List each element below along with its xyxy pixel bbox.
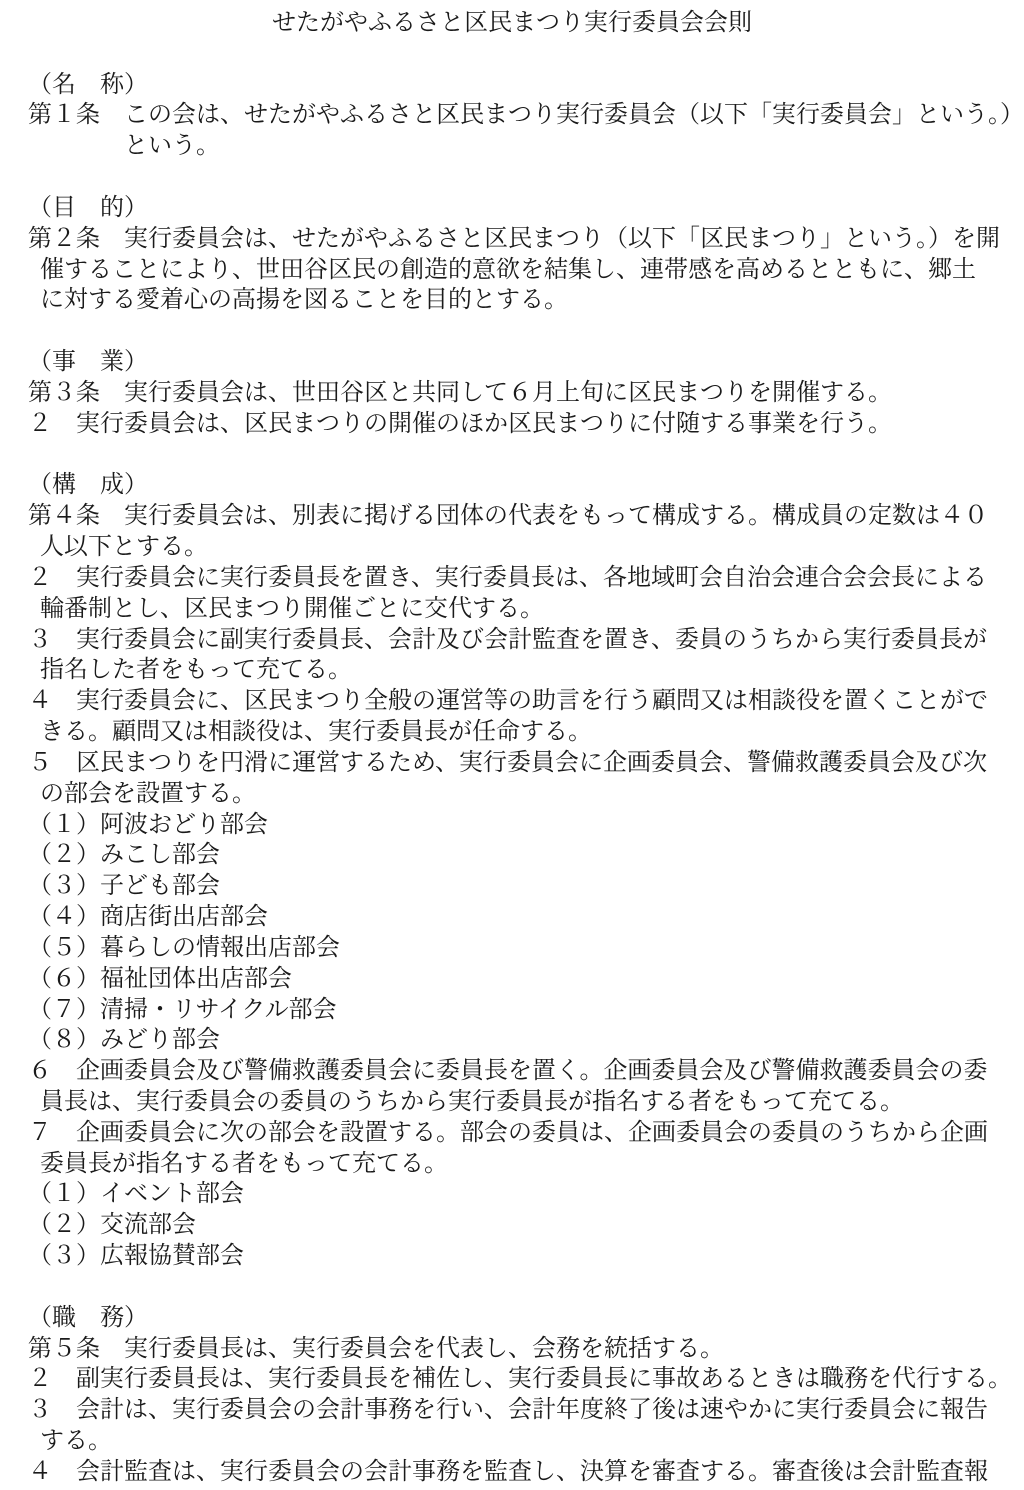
list-item: （２）みこし部会 bbox=[28, 842, 220, 869]
doc-line: 催することにより、世田谷区民の創造的意欲を結集し、連帯感を高めるとともに、郷土 bbox=[40, 256, 976, 283]
doc-line: という。 bbox=[124, 133, 220, 160]
section-heading: （目 的） bbox=[28, 194, 148, 221]
doc-line: 指名した者をもって充てる。 bbox=[40, 657, 352, 684]
doc-line: 第１条 この会は、せたがやふるさと区民まつり実行委員会（以下「実行委員会」という。） bbox=[28, 102, 1024, 129]
doc-line: 第４条 実行委員会は、別表に掲げる団体の代表をもって構成する。構成員の定数は４０ bbox=[28, 503, 988, 530]
section-heading: （名 称） bbox=[28, 71, 148, 98]
blank-line bbox=[28, 440, 996, 471]
doc-line: ７ 企画委員会に次の部会を設置する。部会の委員は、企画委員会の委員のうちから企画 bbox=[28, 1119, 988, 1146]
doc-line: 輪番制とし、区民まつり開催ごとに交代する。 bbox=[40, 595, 544, 622]
list-item: （８）みどり部会 bbox=[28, 1027, 220, 1054]
list-item: （４）商店街出店部会 bbox=[28, 904, 268, 931]
list-item: （７）清掃・リサイクル部会 bbox=[28, 996, 337, 1023]
doc-line: ３ 実行委員会に副実行委員長、会計及び会計監査を置き、委員のうちから実行委員長が bbox=[28, 626, 988, 653]
list-item: （３）広報協賛部会 bbox=[28, 1243, 244, 1270]
doc-line: の部会を設置する。 bbox=[40, 780, 256, 807]
blank-line bbox=[28, 1272, 996, 1303]
doc-line: ２ 副実行委員長は、実行委員長を補佐し、実行委員長に事故あるときは職務を代行する。 bbox=[28, 1366, 1012, 1393]
doc-line: ２ 実行委員会に実行委員長を置き、実行委員長は、各地域町会自治会連合会会長による bbox=[28, 564, 988, 591]
blank-line bbox=[28, 316, 996, 347]
doc-line: きる。顧問又は相談役は、実行委員長が任命する。 bbox=[40, 719, 592, 746]
list-item: （１）イベント部会 bbox=[28, 1181, 244, 1208]
doc-line: ３ 会計は、実行委員会の会計事務を行い、会計年度終了後は速やかに実行委員会に報告 bbox=[28, 1397, 988, 1424]
doc-line: ５ 区民まつりを円滑に運営するため、実行委員会に企画委員会、警備救護委員会及び次 bbox=[28, 749, 988, 776]
doc-line: に対する愛着心の高揚を図ることを目的とする。 bbox=[40, 287, 568, 314]
doc-line: ２ 実行委員会は、区民まつりの開催のほか区民まつりに付随する事業を行う。 bbox=[28, 410, 892, 437]
blank-line bbox=[28, 39, 996, 70]
list-item: （６）福祉団体出店部会 bbox=[28, 965, 292, 992]
section-heading: （構 成） bbox=[28, 472, 148, 499]
doc-line: ４ 会計監査は、実行委員会の会計事務を監査し、決算を審査する。審査後は会計監査報 bbox=[28, 1458, 988, 1485]
section-heading: （職 務） bbox=[28, 1304, 148, 1331]
doc-line: ６ 企画委員会及び警備救護委員会に委員長を置く。企画委員会及び警備救護委員会の委 bbox=[28, 1058, 988, 1085]
list-item: （２）交流部会 bbox=[28, 1212, 196, 1239]
doc-line: 人以下とする。 bbox=[40, 534, 208, 561]
doc-line: 委員長が指名する者をもって充てる。 bbox=[40, 1150, 448, 1177]
doc-line: 員長は、実行委員会の委員のうちから実行委員長が指名する者をもって充てる。 bbox=[40, 1088, 904, 1115]
section-heading: （事 業） bbox=[28, 349, 148, 376]
doc-line: 第５条 実行委員長は、実行委員会を代表し、会務を統括する。 bbox=[28, 1335, 724, 1362]
list-item: （５）暮らしの情報出店部会 bbox=[28, 934, 340, 961]
doc-line: ４ 実行委員会に、区民まつり全般の運営等の助言を行う顧問又は相談役を置くことがで bbox=[28, 688, 988, 715]
blank-line bbox=[28, 162, 996, 193]
doc-line: 第３条 実行委員会は、世田谷区と共同して６月上旬に区民まつりを開催する。 bbox=[28, 379, 892, 406]
doc-line: する。 bbox=[40, 1428, 112, 1455]
document-title: せたがやふるさと区民まつり実行委員会会則 bbox=[272, 10, 752, 36]
doc-line: 第２条 実行委員会は、せたがやふるさと区民まつり（以下「区民まつり」という。）を開 bbox=[28, 225, 1000, 252]
list-item: （３）子ども部会 bbox=[28, 873, 220, 900]
list-item: （１）阿波おどり部会 bbox=[28, 811, 268, 838]
